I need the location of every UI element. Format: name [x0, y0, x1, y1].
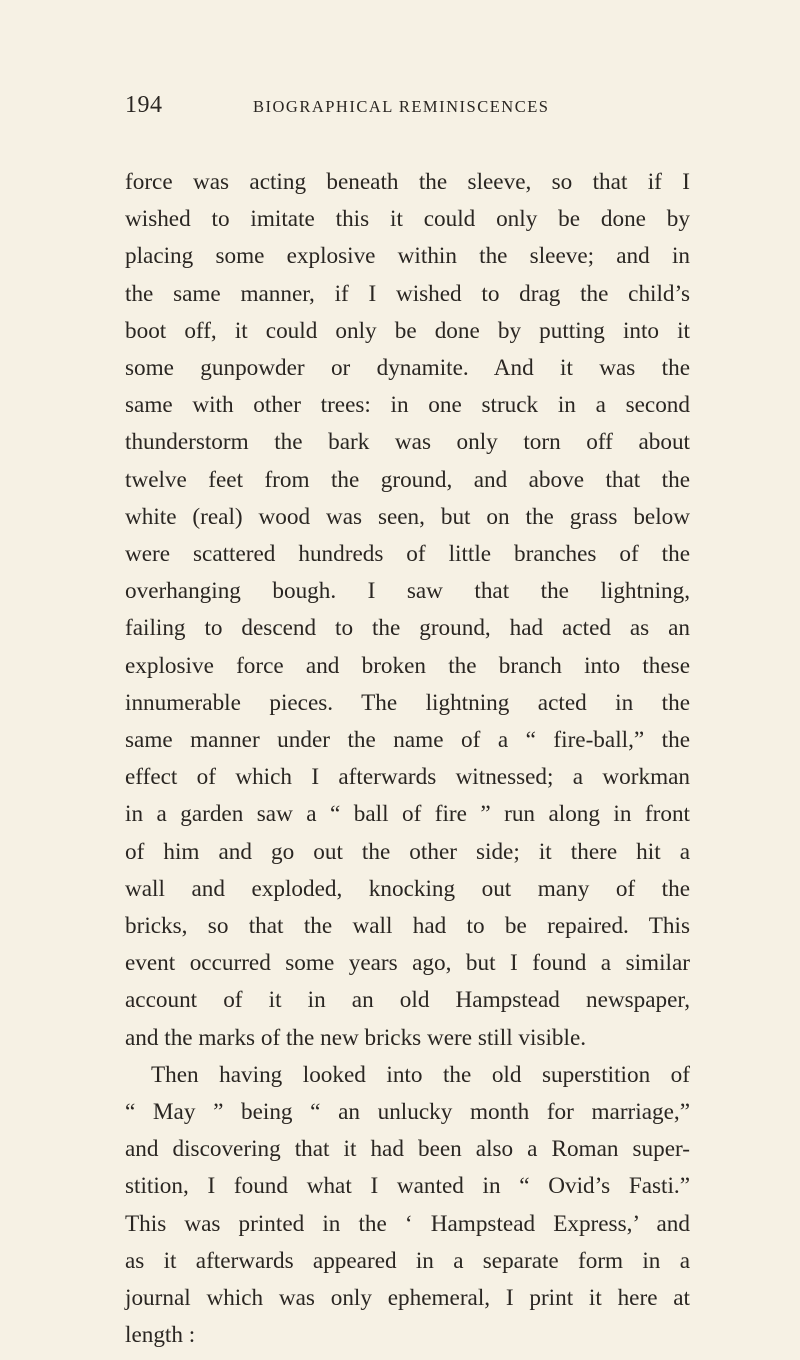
text-line: explosive force and broken the branch into these — [125, 652, 690, 679]
text-line: account of it in an old Hampstead newspaper, — [125, 987, 690, 1014]
text-line: and the marks of the new bricks were still visible. — [125, 1024, 587, 1051]
text-line: journal which was only ephemeral, I print it here at — [125, 1285, 690, 1312]
text-line: wished to imitate this it could only be done by — [125, 206, 690, 233]
text-line: some gunpowder or dynamite. And it was the — [125, 355, 690, 382]
text-line: failing to descend to the ground, had acted as an — [125, 615, 690, 642]
text-line: of him and go out the other side; it there hit a — [125, 838, 690, 865]
text-line: length : — [125, 1322, 196, 1349]
text-line: placing some explosive within the sleeve; and in — [125, 243, 690, 270]
text-line: event occurred some years ago, but I found a similar — [125, 950, 690, 977]
running-head: BIOGRAPHICAL REMINISCENCES — [253, 97, 550, 116]
text-line: white (real) wood was seen, but on the grass below — [125, 503, 690, 530]
text-line: and discovering that it had been also a Roman super- — [125, 1136, 690, 1163]
body-text — [125, 164, 690, 1355]
text-line: wall and exploded, knocking out many of the — [125, 875, 690, 902]
text-line: same with other trees: in one struck in a second — [125, 392, 690, 419]
text-line: innumerable pieces. The lightning acted in the — [125, 689, 690, 716]
paragraph-start-line: Then having looked into the old superstition of — [151, 1061, 690, 1088]
text-line: same manner under the name of a “ fire-ball,” the — [125, 727, 690, 754]
text-line: boot off, it could only be done by putting into it — [125, 317, 690, 344]
text-line: force was acting beneath the sleeve, so that if I — [125, 169, 690, 195]
text-line: “ May ” being “ an unlucky month for marriage,” — [125, 1099, 690, 1126]
text-line: were scattered hundreds of little branches of the — [125, 541, 690, 568]
text-line: effect of which I afterwards witnessed; a workman — [125, 764, 690, 791]
text-line: thunderstorm the bark was only torn off about — [125, 429, 690, 456]
text-line: bricks, so that the wall had to be repaired. This — [125, 913, 690, 940]
text-line: This was printed in the ‘ Hampstead Express,’ and — [125, 1210, 690, 1237]
text-line: overhanging bough. I saw that the lightning, — [125, 578, 690, 605]
text-line: as it afterwards appeared in a separate form in a — [125, 1247, 690, 1274]
text-line: the same manner, if I wished to drag the child’s — [125, 280, 690, 307]
text-line: in a garden saw a “ ball of fire ” run along in front — [125, 801, 690, 828]
page-number: 194 — [125, 92, 163, 118]
page-header — [125, 92, 685, 122]
text-line: twelve feet from the ground, and above that the — [125, 466, 690, 493]
text-line: stition, I found what I wanted in “ Ovid’s Fasti.” — [125, 1173, 690, 1200]
